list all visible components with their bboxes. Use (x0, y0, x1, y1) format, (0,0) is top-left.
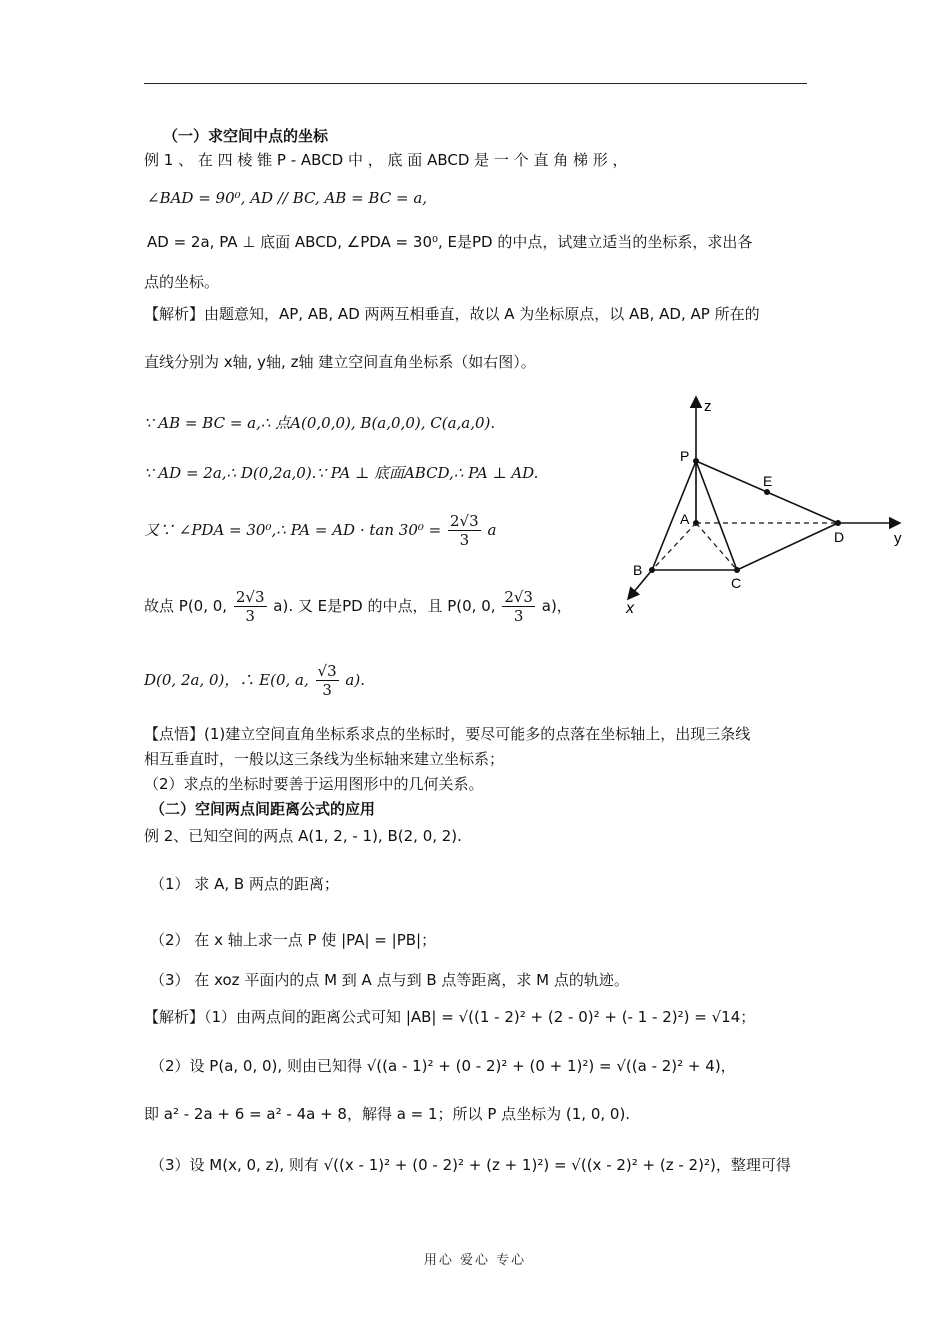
step-5-lead: D(0, 2a, 0)，∴ E(0, a, (144, 671, 309, 689)
edge-AB (652, 523, 696, 570)
step-1: ∵ AB = BC = a,∴ 点A(0,0,0), B(a,0,0), C(a,a,0). (144, 414, 496, 432)
step-5 (144, 662, 365, 699)
point-D (835, 520, 841, 526)
solution-2-line-3: 即 a² - 2a + 6 = a² - 4a + 8，解得 a = 1；所以 P 点坐标为 (1, 0, 0). (144, 1105, 631, 1123)
example-2: 例 2、已知空间的两点 A(1, 2, - 1), B(2, 0, 2). (144, 827, 462, 845)
step-3-numerator: 2√3 (450, 512, 479, 530)
step-5-denominator: 3 (322, 681, 332, 699)
solution-line-1: 【解析】由题意知，AP, AB, AD 两两互相垂直，故以 A 为坐标原点，以 AB, AD, AP 所在的 (144, 305, 760, 323)
question-2: （2） 在 x 轴上求一点 P 使 |PA| = |PB|； (150, 931, 437, 949)
label-D: D (834, 529, 845, 545)
step-4-middle: a). 又 E是PD 的中点，且 P(0, 0, (273, 597, 496, 615)
example-1-line-4: 点的坐标。 (144, 273, 220, 291)
step-5-fraction (316, 662, 339, 699)
label-z: z (704, 398, 712, 415)
question-1: （1） 求 A, B 两点的距离； (150, 875, 339, 893)
question-3: （3） 在 xoz 平面内的点 M 到 A 点与到 B 点等距离，求 M 点的轨迹。 (150, 971, 629, 989)
tip-line-3: （2）求点的坐标时要善于运用图形中的几何关系。 (144, 775, 484, 793)
pyramid-coordinate-figure (600, 385, 920, 625)
step-3 (144, 512, 496, 549)
section-title-2: （二）空间两点间距离公式的应用 (150, 800, 376, 818)
label-C: C (731, 575, 742, 591)
point-E (764, 489, 770, 495)
step-4-numerator-2: 2√3 (504, 588, 533, 606)
step-3-tail: a (487, 521, 497, 539)
step-4-fraction (234, 588, 267, 625)
tip-line-1: 【点悟】(1)建立空间直角坐标系求点的坐标时，要尽可能多的点落在坐标轴上，出现三条线 (144, 725, 751, 743)
point-P (693, 458, 699, 464)
point-C (734, 567, 740, 573)
edge-PC (696, 461, 737, 570)
step-3-denominator: 3 (459, 531, 470, 549)
point-B (649, 567, 655, 573)
header-rule (144, 83, 807, 84)
page-footer: 用心 爱心 专心 (423, 1253, 527, 1268)
point-A (693, 520, 699, 526)
step-5-numerator: √3 (317, 662, 337, 680)
label-P: P (680, 448, 690, 464)
solution-2-line-1: 【解析】（1）由两点间的距离公式可知 |AB| = √((1 - 2)² + (2 - 0)² + (- 1 - 2)²) = √14； (144, 1008, 756, 1026)
step-4-denominator-2: 3 (513, 607, 524, 625)
solution-2-line-4: （3）设 M(x, 0, z), 则有 √((x - 1)² + (0 - 2)² + (z + 1)²) = √((x - 2)² + (z - 2)²)，整理可得 (150, 1156, 791, 1174)
step-3-lead: 又∵ ∠PDA = 30⁰,∴ PA = AD · tan 30⁰ = (144, 521, 442, 539)
label-x: x (626, 600, 634, 617)
example-1-line-1: 例 1 、 在 四 棱 锥 P - ABCD 中 ， 底 面 ABCD 是 一 个 直 角 梯 形 ， (144, 151, 628, 169)
label-A: A (680, 511, 690, 527)
step-4-lead: 故点 P(0, 0, (144, 597, 228, 615)
solution-2-line-2: （2）设 P(a, 0, 0), 则由已知得 √((a - 1)² + (0 - 2)² + (0 + 1)²) = √((a - 2)² + 4)， (150, 1057, 736, 1075)
label-y: y (894, 530, 902, 547)
step-4 (144, 588, 572, 625)
step-4-tail: a)， (541, 597, 572, 615)
edge-CD (737, 523, 838, 570)
step-4-denominator: 3 (245, 607, 255, 625)
edge-PB (652, 461, 696, 570)
label-E: E (763, 473, 773, 489)
step-3-fraction (448, 512, 481, 549)
step-4-numerator: 2√3 (235, 588, 265, 606)
solution-line-2: 直线分别为 x轴, y轴, z轴 建立空间直角坐标系（如右图）。 (144, 353, 536, 371)
example-1-line-2: ∠BAD = 90⁰, AD // BC, AB = BC = a, (147, 189, 428, 207)
tip-line-2: 相互垂直时，一般以这三条线为坐标轴来建立坐标系； (144, 750, 505, 768)
section-title-1: （一）求空间中点的坐标 (163, 127, 329, 145)
label-B: B (633, 562, 643, 578)
step-4-fraction-2 (502, 588, 535, 625)
edge-AC (696, 523, 737, 570)
step-5-tail: a). (345, 671, 365, 689)
step-2: ∵ AD = 2a,∴ D(0,2a,0).∵ PA ⊥ 底面ABCD,∴ PA ⊥ AD. (144, 464, 539, 482)
example-1-line-3: AD = 2a, PA ⊥ 底面 ABCD, ∠PDA = 30⁰, E是PD 的中点，试建立适当的坐标系，求出各 (147, 233, 753, 251)
